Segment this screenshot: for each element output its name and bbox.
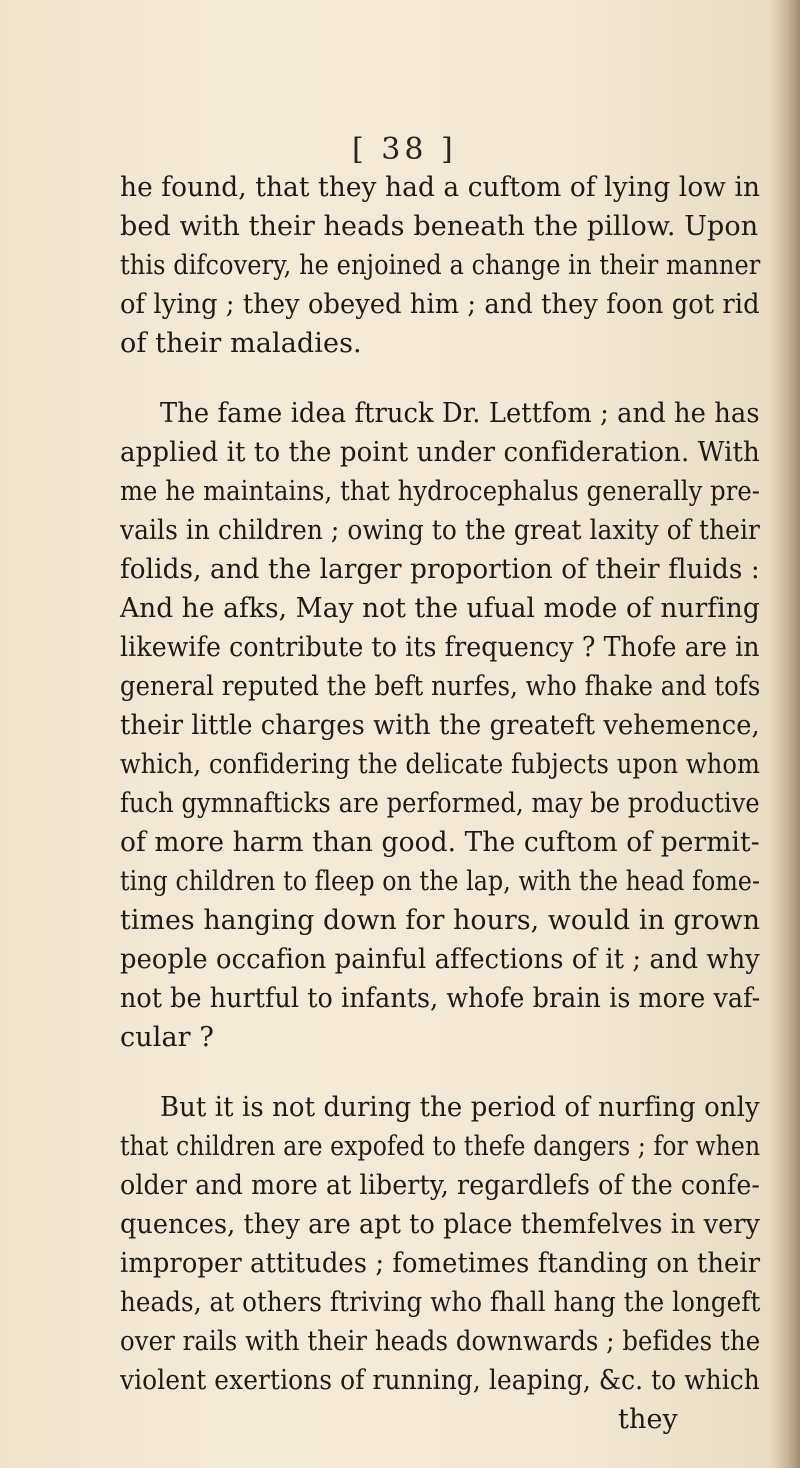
page-number-header: [ 38 ] bbox=[352, 132, 457, 167]
text-line: me he maintains, that hydrocephalus generally pre- bbox=[120, 476, 761, 507]
text-line: The fame idea ftruck Dr. Lettfom ; and he has bbox=[160, 398, 760, 429]
text-line: heads, at others ftriving who fhall hang the longeft bbox=[120, 1287, 761, 1318]
text-line: their little charges with the greateft vehemence, bbox=[120, 710, 760, 741]
text-line: violent exertions of running, leaping, &c. to which bbox=[120, 1365, 760, 1396]
text-line: times hanging down for hours, would in grown bbox=[120, 905, 761, 936]
text-line: general reputed the beft nurfes, who fhake and tofs bbox=[120, 671, 761, 702]
text-line: older and more at liberty, regardlefs of the confe- bbox=[120, 1170, 761, 1201]
text-line: likewife contribute to its frequency ? Thofe are in bbox=[120, 632, 760, 663]
text-line: ting children to fleep on the lap, with the head fome- bbox=[120, 866, 761, 897]
text-line: that children are expofed to thefe dangers ; for when bbox=[120, 1131, 761, 1162]
text-line: this difcovery, he enjoined a change in their manner bbox=[120, 250, 761, 281]
text-line: which, confidering the delicate fubjects upon whom bbox=[120, 749, 760, 780]
text-line: And he afks, May not the ufual mode of nurfing bbox=[120, 593, 760, 624]
text-line: But it is not during the period of nurfing only bbox=[160, 1092, 760, 1123]
text-line: fuch gymnafticks are performed, may be productive bbox=[120, 788, 760, 819]
page-edge-shadow bbox=[772, 0, 800, 1468]
text-line: of their maladies. bbox=[120, 328, 362, 359]
catchword: they bbox=[618, 1404, 678, 1435]
text-line: of more harm than good. The cuftom of permit- bbox=[120, 827, 760, 858]
text-line: applied it to the point under confideration. With bbox=[120, 437, 760, 468]
text-line: over rails with their heads downwards ; befides the bbox=[120, 1326, 761, 1357]
text-line: quences, they are apt to place themfelves in very bbox=[120, 1209, 761, 1240]
text-line: of lying ; they obeyed him ; and they foon got rid bbox=[120, 289, 760, 320]
text-line: vails in children ; owing to the great laxity of their bbox=[120, 515, 760, 546]
text-line: not be hurtful to infants, whofe brain is more vaf- bbox=[120, 983, 761, 1014]
text-line: he found, that they had a cuftom of lying low in bbox=[120, 172, 761, 203]
text-line: folids, and the larger proportion of their fluids : bbox=[120, 554, 760, 585]
text-line: improper attitudes ; fometimes ftanding on their bbox=[120, 1248, 761, 1279]
text-line: cular ? bbox=[120, 1022, 214, 1053]
text-line: people occafion painful affections of it ; and why bbox=[120, 944, 760, 975]
text-line: bed with their heads beneath the pillow. Upon bbox=[120, 211, 759, 242]
